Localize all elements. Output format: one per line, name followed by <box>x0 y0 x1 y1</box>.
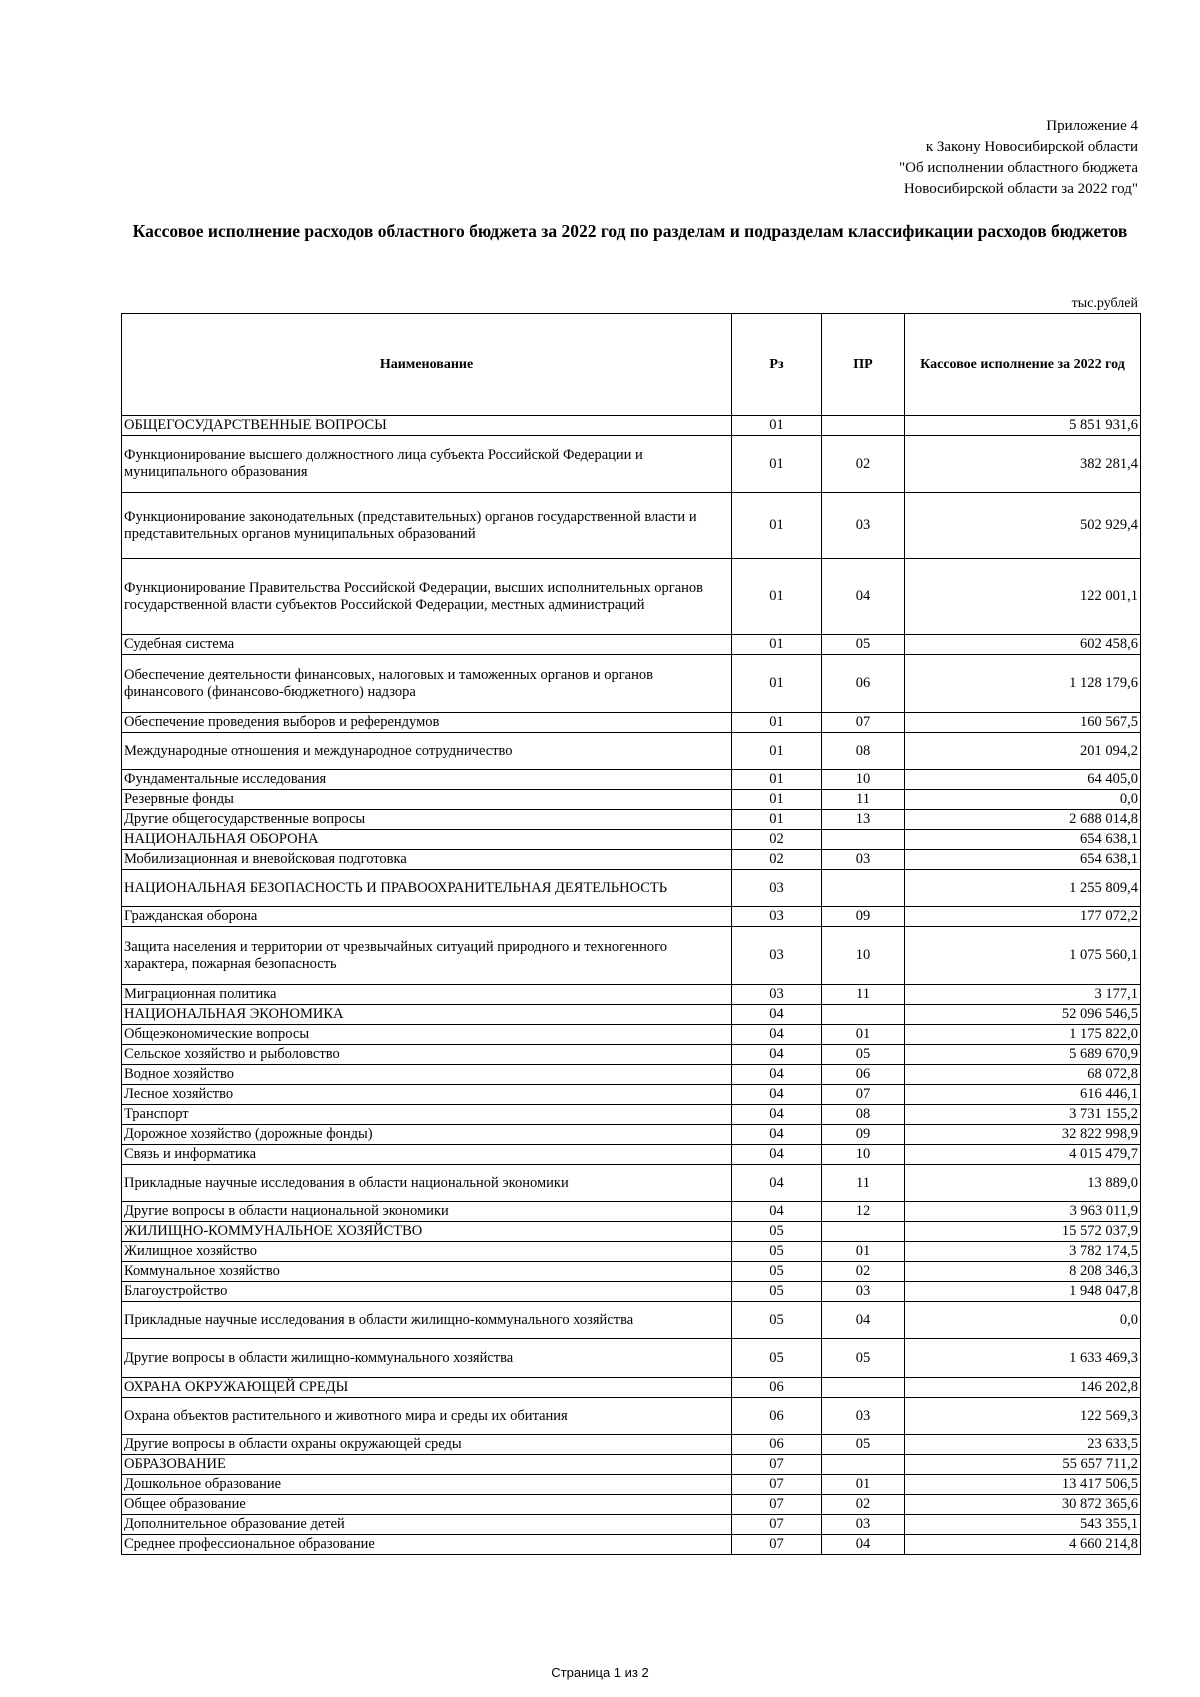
row-amount: 146 202,8 <box>905 1378 1141 1398</box>
table-row <box>122 493 1141 559</box>
row-amount: 122 001,1 <box>905 559 1141 635</box>
row-amount: 64 405,0 <box>905 770 1141 790</box>
table-row <box>122 733 1141 770</box>
page-footer: Страница 1 из 2 <box>551 1665 649 1680</box>
row-rz: 03 <box>732 907 822 927</box>
row-rz: 04 <box>732 1005 822 1025</box>
row-name: Благоустройство <box>122 1282 732 1302</box>
row-amount: 8 208 346,3 <box>905 1262 1141 1282</box>
table-row <box>122 1242 1141 1262</box>
table-row <box>122 635 1141 655</box>
row-pr: 02 <box>822 1495 905 1515</box>
row-rz: 01 <box>732 713 822 733</box>
row-rz: 04 <box>732 1085 822 1105</box>
row-pr: 04 <box>822 1535 905 1555</box>
header-name: Наименование <box>122 314 732 416</box>
row-rz: 01 <box>732 733 822 770</box>
row-pr: 04 <box>822 559 905 635</box>
table-row <box>122 927 1141 985</box>
row-name: Другие вопросы в области охраны окружающей среды <box>122 1435 732 1455</box>
appendix-line: Новосибирской области за 2022 год" <box>903 181 1138 197</box>
row-name: ЖИЛИЩНО-КОММУНАЛЬНОЕ ХОЗЯЙСТВО <box>122 1222 732 1242</box>
row-pr <box>822 1455 905 1475</box>
row-name: Общеэкономические вопросы <box>122 1025 732 1045</box>
row-rz: 01 <box>732 635 822 655</box>
row-rz: 04 <box>732 1025 822 1045</box>
row-pr: 01 <box>822 1242 905 1262</box>
row-rz: 01 <box>732 655 822 713</box>
row-rz: 06 <box>732 1435 822 1455</box>
row-amount: 1 075 560,1 <box>905 927 1141 985</box>
row-name: Другие вопросы в области национальной экономики <box>122 1202 732 1222</box>
row-name: Связь и информатика <box>122 1145 732 1165</box>
row-name: Функционирование Правительства Российской Федерации, высших исполнительных органов государственной власти субъектов Российской Федерации, местных администраций <box>122 559 732 635</box>
row-amount: 616 446,1 <box>905 1085 1141 1105</box>
row-name: Сельское хозяйство и рыболовство <box>122 1045 732 1065</box>
table-row <box>122 1378 1141 1398</box>
row-name: Защита населения и территории от чрезвычайных ситуаций природного и техногенного характера, пожарная безопасность <box>122 927 732 985</box>
unit-label: тыс.рублей <box>1071 296 1138 311</box>
row-pr: 11 <box>822 790 905 810</box>
row-amount: 13 417 506,5 <box>905 1475 1141 1495</box>
row-pr <box>822 1222 905 1242</box>
row-name: Среднее профессиональное образование <box>122 1535 732 1555</box>
row-pr: 03 <box>822 1282 905 1302</box>
row-name: Лесное хозяйство <box>122 1085 732 1105</box>
table-row <box>122 1065 1141 1085</box>
row-name: Фундаментальные исследования <box>122 770 732 790</box>
row-pr: 02 <box>822 436 905 493</box>
row-amount: 160 567,5 <box>905 713 1141 733</box>
row-rz: 04 <box>732 1065 822 1085</box>
row-name: Миграционная политика <box>122 985 732 1005</box>
row-rz: 05 <box>732 1339 822 1378</box>
row-name: Прикладные научные исследования в области жилищно-коммунального хозяйства <box>122 1302 732 1339</box>
table-row <box>122 1125 1141 1145</box>
row-rz: 03 <box>732 870 822 907</box>
table-row <box>122 790 1141 810</box>
row-name: ОБЩЕГОСУДАРСТВЕННЫЕ ВОПРОСЫ <box>122 416 732 436</box>
table-row <box>122 1085 1141 1105</box>
row-name: Другие общегосударственные вопросы <box>122 810 732 830</box>
table-row <box>122 850 1141 870</box>
appendix-line: Приложение 4 <box>1046 118 1138 134</box>
row-pr: 06 <box>822 1065 905 1085</box>
row-rz: 07 <box>732 1455 822 1475</box>
row-amount: 3 782 174,5 <box>905 1242 1141 1262</box>
row-pr: 09 <box>822 1125 905 1145</box>
row-name: Судебная система <box>122 635 732 655</box>
table-row <box>122 1515 1141 1535</box>
row-pr: 12 <box>822 1202 905 1222</box>
row-amount: 3 177,1 <box>905 985 1141 1005</box>
row-rz: 01 <box>732 790 822 810</box>
row-amount: 30 872 365,6 <box>905 1495 1141 1515</box>
row-amount: 15 572 037,9 <box>905 1222 1141 1242</box>
row-rz: 04 <box>732 1165 822 1202</box>
row-pr: 01 <box>822 1025 905 1045</box>
row-amount: 4 660 214,8 <box>905 1535 1141 1555</box>
table-row <box>122 1302 1141 1339</box>
row-amount: 654 638,1 <box>905 850 1141 870</box>
row-rz: 06 <box>732 1398 822 1435</box>
row-amount: 68 072,8 <box>905 1065 1141 1085</box>
row-name: Транспорт <box>122 1105 732 1125</box>
row-amount: 502 929,4 <box>905 493 1141 559</box>
row-pr: 03 <box>822 1515 905 1535</box>
table-row <box>122 770 1141 790</box>
row-pr <box>822 830 905 850</box>
row-pr: 05 <box>822 1045 905 1065</box>
table-row <box>122 1495 1141 1515</box>
header-rz: Рз <box>732 314 822 416</box>
row-pr: 13 <box>822 810 905 830</box>
table-row <box>122 655 1141 713</box>
row-amount: 5 851 931,6 <box>905 416 1141 436</box>
row-amount: 0,0 <box>905 790 1141 810</box>
row-rz: 01 <box>732 493 822 559</box>
row-pr: 09 <box>822 907 905 927</box>
row-pr: 11 <box>822 1165 905 1202</box>
row-pr: 04 <box>822 1302 905 1339</box>
row-rz: 01 <box>732 436 822 493</box>
row-rz: 04 <box>732 1045 822 1065</box>
table-row <box>122 1262 1141 1282</box>
table-row <box>122 1339 1141 1378</box>
row-pr <box>822 1378 905 1398</box>
table-row <box>122 1105 1141 1125</box>
row-pr: 05 <box>822 1339 905 1378</box>
table-row <box>122 436 1141 493</box>
table-row <box>122 1025 1141 1045</box>
row-name: Функционирование высшего должностного лица субъекта Российской Федерации и муниципального образования <box>122 436 732 493</box>
table-row <box>122 1398 1141 1435</box>
row-pr: 07 <box>822 1085 905 1105</box>
appendix-line: к Закону Новосибирской области <box>925 139 1138 155</box>
row-amount: 1 175 822,0 <box>905 1025 1141 1045</box>
row-rz: 05 <box>732 1242 822 1262</box>
appendix-header <box>899 116 1138 200</box>
row-name: НАЦИОНАЛЬНАЯ БЕЗОПАСНОСТЬ И ПРАВООХРАНИТЕЛЬНАЯ ДЕЯТЕЛЬНОСТЬ <box>122 870 732 907</box>
table-body <box>122 416 1141 1555</box>
row-rz: 01 <box>732 810 822 830</box>
row-amount: 5 689 670,9 <box>905 1045 1141 1065</box>
row-name: Общее образование <box>122 1495 732 1515</box>
row-amount: 543 355,1 <box>905 1515 1141 1535</box>
table-row <box>122 870 1141 907</box>
row-rz: 05 <box>732 1262 822 1282</box>
row-rz: 01 <box>732 559 822 635</box>
row-amount: 382 281,4 <box>905 436 1141 493</box>
table-row <box>122 1202 1141 1222</box>
row-amount: 654 638,1 <box>905 830 1141 850</box>
row-pr: 11 <box>822 985 905 1005</box>
appendix-line: "Об исполнении областного бюджета <box>899 160 1138 176</box>
row-name: Дополнительное образование детей <box>122 1515 732 1535</box>
row-amount: 1 633 469,3 <box>905 1339 1141 1378</box>
row-rz: 02 <box>732 830 822 850</box>
table-row <box>122 1455 1141 1475</box>
row-amount: 23 633,5 <box>905 1435 1141 1455</box>
table-row <box>122 1222 1141 1242</box>
row-name: Водное хозяйство <box>122 1065 732 1085</box>
row-amount: 13 889,0 <box>905 1165 1141 1202</box>
table-row <box>122 1005 1141 1025</box>
row-rz: 03 <box>732 927 822 985</box>
row-pr: 03 <box>822 850 905 870</box>
row-pr: 06 <box>822 655 905 713</box>
row-rz: 05 <box>732 1302 822 1339</box>
row-name: Гражданская оборона <box>122 907 732 927</box>
row-name: НАЦИОНАЛЬНАЯ ОБОРОНА <box>122 830 732 850</box>
table-row <box>122 907 1141 927</box>
header-amount: Кассовое исполнение за 2022 год <box>905 314 1141 416</box>
row-pr: 03 <box>822 493 905 559</box>
row-rz: 03 <box>732 985 822 1005</box>
table-row <box>122 1435 1141 1455</box>
row-rz: 06 <box>732 1378 822 1398</box>
row-amount: 52 096 546,5 <box>905 1005 1141 1025</box>
row-amount: 2 688 014,8 <box>905 810 1141 830</box>
row-pr: 08 <box>822 733 905 770</box>
row-name: Прикладные научные исследования в области национальной экономики <box>122 1165 732 1202</box>
row-pr: 10 <box>822 1145 905 1165</box>
row-name: ОБРАЗОВАНИЕ <box>122 1455 732 1475</box>
row-pr: 07 <box>822 713 905 733</box>
table-header-row <box>122 314 1141 416</box>
row-pr: 10 <box>822 927 905 985</box>
row-rz: 04 <box>732 1105 822 1125</box>
row-pr <box>822 416 905 436</box>
budget-table <box>121 313 1141 1555</box>
row-rz: 07 <box>732 1535 822 1555</box>
row-amount: 55 657 711,2 <box>905 1455 1141 1475</box>
row-name: Коммунальное хозяйство <box>122 1262 732 1282</box>
row-rz: 01 <box>732 770 822 790</box>
row-name: Другие вопросы в области жилищно-коммунального хозяйства <box>122 1339 732 1378</box>
row-amount: 201 094,2 <box>905 733 1141 770</box>
row-rz: 07 <box>732 1495 822 1515</box>
table-row <box>122 1535 1141 1555</box>
row-amount: 1 128 179,6 <box>905 655 1141 713</box>
table-row <box>122 713 1141 733</box>
row-rz: 07 <box>732 1515 822 1535</box>
table-row <box>122 830 1141 850</box>
row-pr <box>822 1005 905 1025</box>
row-amount: 4 015 479,7 <box>905 1145 1141 1165</box>
row-name: Обеспечение деятельности финансовых, налоговых и таможенных органов и органов финансового (финансово-бюджетного) надзора <box>122 655 732 713</box>
table-row <box>122 1145 1141 1165</box>
row-amount: 1 948 047,8 <box>905 1282 1141 1302</box>
table-row <box>122 559 1141 635</box>
row-name: Дорожное хозяйство (дорожные фонды) <box>122 1125 732 1145</box>
table-row <box>122 810 1141 830</box>
document-title: Кассовое исполнение расходов областного бюджета за 2022 год по разделам и подразделам классификации расходов бюджетов <box>132 221 1128 241</box>
table-row <box>122 1475 1141 1495</box>
row-pr: 01 <box>822 1475 905 1495</box>
table-row <box>122 1045 1141 1065</box>
table-row <box>122 985 1141 1005</box>
table-row <box>122 1282 1141 1302</box>
row-amount: 32 822 998,9 <box>905 1125 1141 1145</box>
row-rz: 01 <box>732 416 822 436</box>
row-rz: 04 <box>732 1145 822 1165</box>
row-rz: 07 <box>732 1475 822 1495</box>
row-amount: 3 731 155,2 <box>905 1105 1141 1125</box>
row-name: Резервные фонды <box>122 790 732 810</box>
row-pr <box>822 870 905 907</box>
row-pr: 05 <box>822 1435 905 1455</box>
row-name: Обеспечение проведения выборов и референдумов <box>122 713 732 733</box>
row-amount: 0,0 <box>905 1302 1141 1339</box>
row-amount: 122 569,3 <box>905 1398 1141 1435</box>
row-name: Жилищное хозяйство <box>122 1242 732 1262</box>
row-name: ОХРАНА ОКРУЖАЮЩЕЙ СРЕДЫ <box>122 1378 732 1398</box>
table-row <box>122 416 1141 436</box>
row-pr: 08 <box>822 1105 905 1125</box>
row-pr: 05 <box>822 635 905 655</box>
row-amount: 177 072,2 <box>905 907 1141 927</box>
row-rz: 04 <box>732 1202 822 1222</box>
row-rz: 05 <box>732 1282 822 1302</box>
row-rz: 05 <box>732 1222 822 1242</box>
row-name: Охрана объектов растительного и животного мира и среды их обитания <box>122 1398 732 1435</box>
row-name: Функционирование законодательных (представительных) органов государственной власти и представительных органов муниципальных образований <box>122 493 732 559</box>
row-name: Международные отношения и международное сотрудничество <box>122 733 732 770</box>
row-rz: 02 <box>732 850 822 870</box>
row-pr: 02 <box>822 1262 905 1282</box>
row-name: Мобилизационная и вневойсковая подготовка <box>122 850 732 870</box>
header-pr: ПР <box>822 314 905 416</box>
row-amount: 602 458,6 <box>905 635 1141 655</box>
row-pr: 03 <box>822 1398 905 1435</box>
row-rz: 04 <box>732 1125 822 1145</box>
row-name: Дошкольное образование <box>122 1475 732 1495</box>
row-pr: 10 <box>822 770 905 790</box>
table-row <box>122 1165 1141 1202</box>
row-name: НАЦИОНАЛЬНАЯ ЭКОНОМИКА <box>122 1005 732 1025</box>
row-amount: 3 963 011,9 <box>905 1202 1141 1222</box>
row-amount: 1 255 809,4 <box>905 870 1141 907</box>
